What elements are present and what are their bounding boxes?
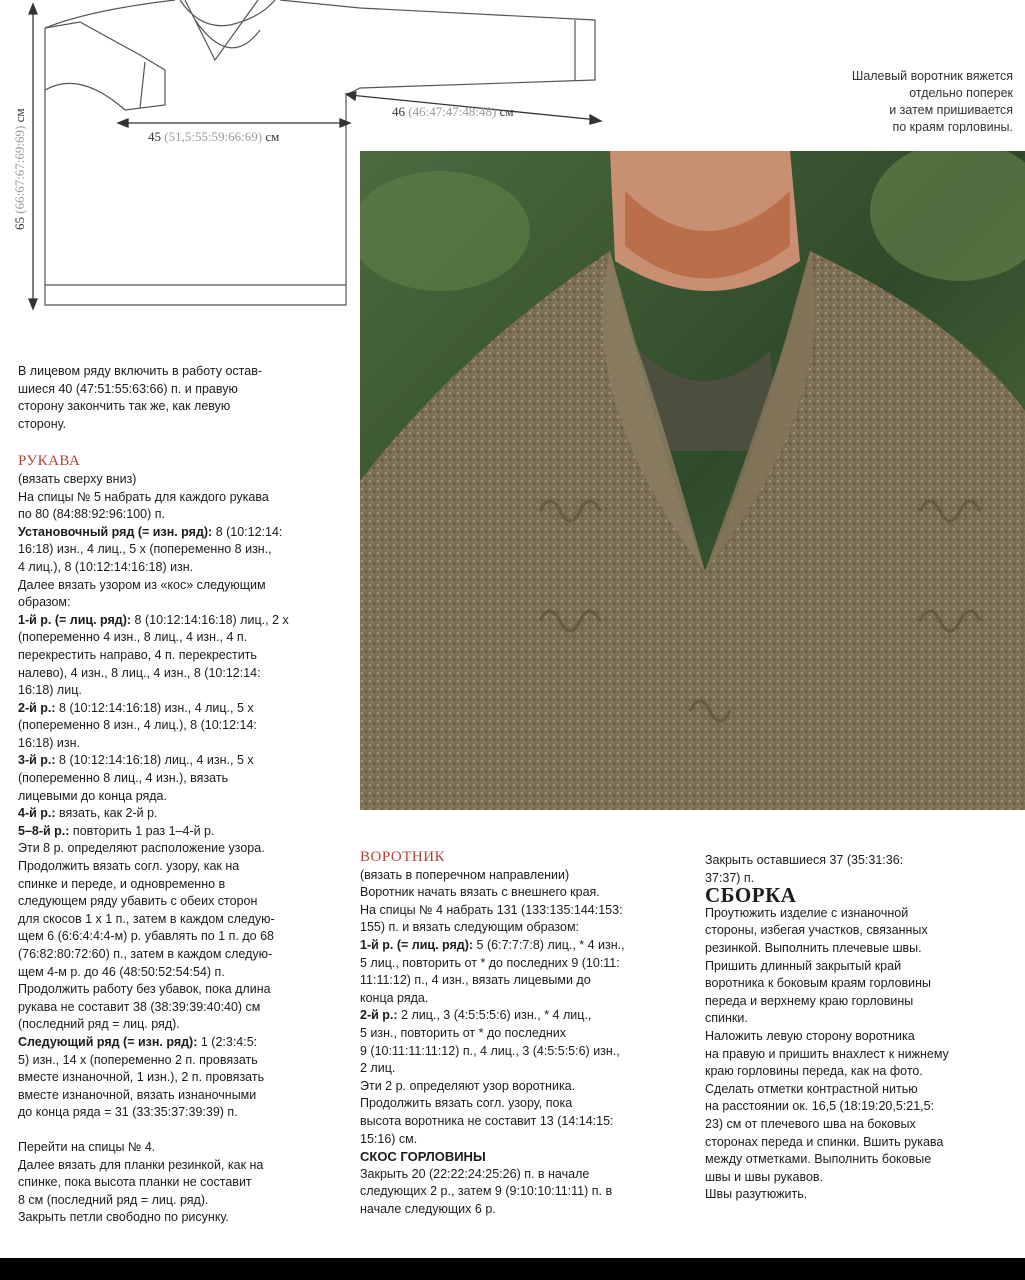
section-subtitle: (вязать в поперечном направлении) bbox=[360, 867, 570, 882]
note-line: отдельно поперек bbox=[909, 86, 1013, 100]
text-line: 4-й р.: вязать, как 2-й р. bbox=[18, 806, 158, 821]
text-line: начале следующих 6 р. bbox=[360, 1201, 496, 1216]
text-line: Проутюжить изделие с изнаночной bbox=[705, 905, 909, 920]
text-line: Швы разутюжить. bbox=[705, 1187, 808, 1202]
section-heading-sleeves: РУКАВА bbox=[18, 453, 81, 470]
text-line: Закрыть оставшиеся 37 (35:31:36: bbox=[705, 853, 904, 867]
assembly-instructions bbox=[705, 905, 1010, 1204]
text-line: щем 4-м р. до 46 (48:50:52:54:54) п. bbox=[18, 964, 225, 979]
sleeve-dimension-label: 46 (46:47:47:48:48) см bbox=[392, 104, 514, 119]
text-line: Пришить длинный закрытый край bbox=[705, 958, 902, 973]
section-heading-assembly: СБОРКА bbox=[705, 883, 797, 908]
text-line: 37:37) п. bbox=[705, 870, 755, 885]
text-line: Закрыть петли свободно по рисунку. bbox=[18, 1210, 229, 1225]
text-line: следующем ряду убавить с обеих сторон bbox=[18, 894, 258, 909]
text-line: по 80 (84:88:92:96:100) п. bbox=[18, 507, 165, 522]
column-sleeves bbox=[18, 363, 348, 1227]
text-line: 5 изн., повторить от * до последних bbox=[360, 1025, 567, 1040]
text-line: Воротник начать вязать с внешнего края. bbox=[360, 885, 600, 900]
note-line: по краям горловины. bbox=[892, 120, 1013, 134]
text-line: рукава не составит 38 (38:39:39:40:40) см bbox=[18, 999, 261, 1014]
column-collar bbox=[360, 849, 690, 1218]
text-line: вместе изнаночной, 1 изн.), 2 п. провязать bbox=[18, 1070, 265, 1085]
text-line: (76:82:80:72:60) п., затем в каждом следую- bbox=[18, 947, 273, 961]
text-line: Далее вязать для планки резинкой, как на bbox=[18, 1157, 264, 1172]
text-line: вместе изнаночной, вязать изнаночными bbox=[18, 1087, 257, 1102]
sweater-photo-image bbox=[360, 151, 1025, 810]
text-line: Следующий ряд (= изн. ряд): 1 (2:3:4:5: bbox=[18, 1034, 258, 1049]
text-line: Продолжить работу без убавок, пока длина bbox=[18, 982, 271, 997]
text-line: 16:18) изн., 4 лиц., 5 х (попеременно 8 изн., bbox=[18, 542, 272, 557]
text-line: спинки. bbox=[705, 1011, 748, 1026]
text-line: Эти 2 р. определяют узор воротника. bbox=[360, 1078, 576, 1093]
text-line: (последний ряд = лиц. ряд). bbox=[18, 1017, 180, 1032]
section-subtitle: (вязать сверху вниз) bbox=[18, 471, 137, 486]
sleeve-instructions bbox=[18, 489, 348, 1122]
text-line: 2-й р.: 8 (10:12:14:16:18) изн., 4 лиц., 5 х bbox=[18, 700, 254, 715]
text-line: стороны, избегая участков, связанных bbox=[705, 923, 928, 938]
text-line: 15:16) см. bbox=[360, 1131, 418, 1146]
height-dimension-label: 65 (66:67:67:69:69) см bbox=[12, 108, 27, 230]
text-line: Далее вязать узором из «кос» следующим bbox=[18, 577, 266, 592]
text-line: 155) п. и вязать следующим образом: bbox=[360, 920, 580, 935]
text-line: следующих 2 р., затем 9 (9:10:10:11:11) п. в bbox=[360, 1184, 613, 1199]
text-line: Закрыть 20 (22:22:24:25:26) п. в начале bbox=[360, 1166, 590, 1181]
text-line: 23) см от плечевого шва на боковых bbox=[705, 1116, 916, 1131]
collar-note bbox=[783, 68, 1013, 136]
note-line: Шалевый воротник вяжется bbox=[851, 69, 1013, 83]
sleeve-band-instructions bbox=[18, 1139, 348, 1227]
text-line: краю горловины переда, как на фото. bbox=[705, 1064, 923, 1079]
text-line: На спицы № 4 набрать 131 (133:135:144:153: bbox=[360, 902, 623, 917]
text-line: перекрестить направо, 4 п. перекрестить bbox=[18, 647, 257, 662]
text-line: сторону закончить так же, как левую bbox=[18, 399, 231, 414]
neck-shaping-instructions bbox=[360, 1166, 690, 1219]
text-line: В лицевом ряду включить в работу остав- bbox=[18, 364, 263, 378]
text-line: швы и швы рукавов. bbox=[705, 1169, 824, 1184]
column-assembly bbox=[705, 852, 1010, 1204]
text-line: спинке и переде, и одновременно в bbox=[18, 876, 226, 891]
text-line: Перейти на спицы № 4. bbox=[18, 1139, 156, 1154]
text-line: (попеременно 8 лиц., 4 изн.), вязать bbox=[18, 771, 229, 786]
text-line: 5) изн., 14 х (попеременно 2 п. провязать bbox=[18, 1052, 258, 1067]
section-heading-collar: ВОРОТНИК bbox=[360, 849, 446, 865]
text-line: спинке, пока высота планки не составит bbox=[18, 1175, 252, 1190]
text-line: резинкой. Выполнить плечевые швы. bbox=[705, 940, 922, 955]
text-line: 5 лиц., повторить от * до последних 9 (10:11: bbox=[360, 955, 620, 970]
text-line: образом: bbox=[18, 595, 71, 610]
text-line: (попеременно 8 изн., 4 лиц.), 8 (10:12:14: bbox=[18, 718, 257, 733]
collar-bindoff-text bbox=[705, 852, 1010, 887]
text-line: между отметками. Выполнить боковые bbox=[705, 1152, 932, 1167]
text-line: до конца ряда = 31 (33:35:37:39:39) п. bbox=[18, 1105, 238, 1120]
text-line: 1-й р. (= лиц. ряд): 5 (6:7:7:7:8) лиц., * 4 изн., bbox=[360, 937, 625, 952]
text-line: лицевыми до конца ряда. bbox=[18, 788, 167, 803]
text-line: 3-й р.: 8 (10:12:14:16:18) лиц., 4 изн., 5 х bbox=[18, 753, 254, 768]
text-line: Эти 8 р. определяют расположение узора. bbox=[18, 841, 265, 856]
text-line: 9 (10:11:11:11:12) п., 4 лиц., 3 (4:5:5:5:6) изн., bbox=[360, 1043, 620, 1058]
intro-text bbox=[18, 363, 348, 433]
text-line: шиеся 40 (47:51:55:63:66) п. и правую bbox=[18, 381, 238, 396]
text-line: 5–8-й р.: повторить 1 раз 1–4-й р. bbox=[18, 823, 215, 838]
section-heading-neck: СКОС ГОРЛОВИНЫ bbox=[360, 1149, 486, 1165]
sweater-photo bbox=[360, 151, 1025, 810]
text-line: сторонах переда и спинки. Вшить рукава bbox=[705, 1134, 944, 1149]
text-line: Наложить левую сторону воротника bbox=[705, 1028, 915, 1043]
text-line: высота воротника не составит 13 (14:14:15: bbox=[360, 1113, 614, 1128]
text-line: Продолжить вязать согл. узору, пока bbox=[360, 1096, 573, 1111]
text-line: переда и верхнему краю горловины bbox=[705, 993, 914, 1008]
text-line: 16:18) изн. bbox=[18, 735, 81, 750]
text-line: На спицы № 5 набрать для каждого рукава bbox=[18, 489, 269, 504]
text-line: 16:18) лиц. bbox=[18, 683, 82, 698]
text-line: налево), 4 изн., 8 лиц., 4 изн., 8 (10:12:14: bbox=[18, 665, 261, 680]
text-line: Продолжить вязать согл. узору, как на bbox=[18, 859, 240, 874]
text-line: конца ряда. bbox=[360, 990, 429, 1005]
text-line: 1-й р. (= лиц. ряд): 8 (10:12:14:16:18) лиц., 2 х bbox=[18, 612, 289, 627]
text-line: сторону. bbox=[18, 416, 67, 431]
note-line: и затем пришивается bbox=[889, 103, 1013, 117]
text-line: воротника к боковым краям горловины bbox=[705, 976, 932, 991]
text-line: (попеременно 4 изн., 8 лиц., 4 изн., 4 п. bbox=[18, 630, 248, 645]
text-line: Установочный ряд (= изн. ряд): 8 (10:12:14: bbox=[18, 524, 283, 539]
collar-instructions bbox=[360, 884, 690, 1148]
width-dimension-label: 45 (51,5:55:59:66:69) см bbox=[148, 129, 280, 144]
text-line: 2 лиц. bbox=[360, 1061, 396, 1076]
text-line: на правую и пришить внахлест к нижнему bbox=[705, 1046, 949, 1061]
text-line: 11:11:12) п., 4 изн., вязать лицевыми до bbox=[360, 973, 591, 988]
text-line: щем 6 (6:6:4:4:4-м) р. убавлять по 1 п. до 68 bbox=[18, 929, 274, 944]
text-line: на расстоянии ок. 16,5 (18:19:20,5:21,5: bbox=[705, 1099, 935, 1114]
text-line: 8 см (последний ряд = лиц. ряд). bbox=[18, 1192, 209, 1207]
text-line: 2-й р.: 2 лиц., 3 (4:5:5:5:6) изн., * 4 лиц., bbox=[360, 1008, 592, 1023]
text-line: 4 лиц.), 8 (10:12:14:16:18) изн. bbox=[18, 559, 194, 574]
bottom-bar bbox=[0, 1258, 1025, 1280]
text-line: для скосов 1 х 1 п., затем в каждом следую- bbox=[18, 911, 275, 926]
text-line: Сделать отметки контрастной нитью bbox=[705, 1081, 918, 1096]
